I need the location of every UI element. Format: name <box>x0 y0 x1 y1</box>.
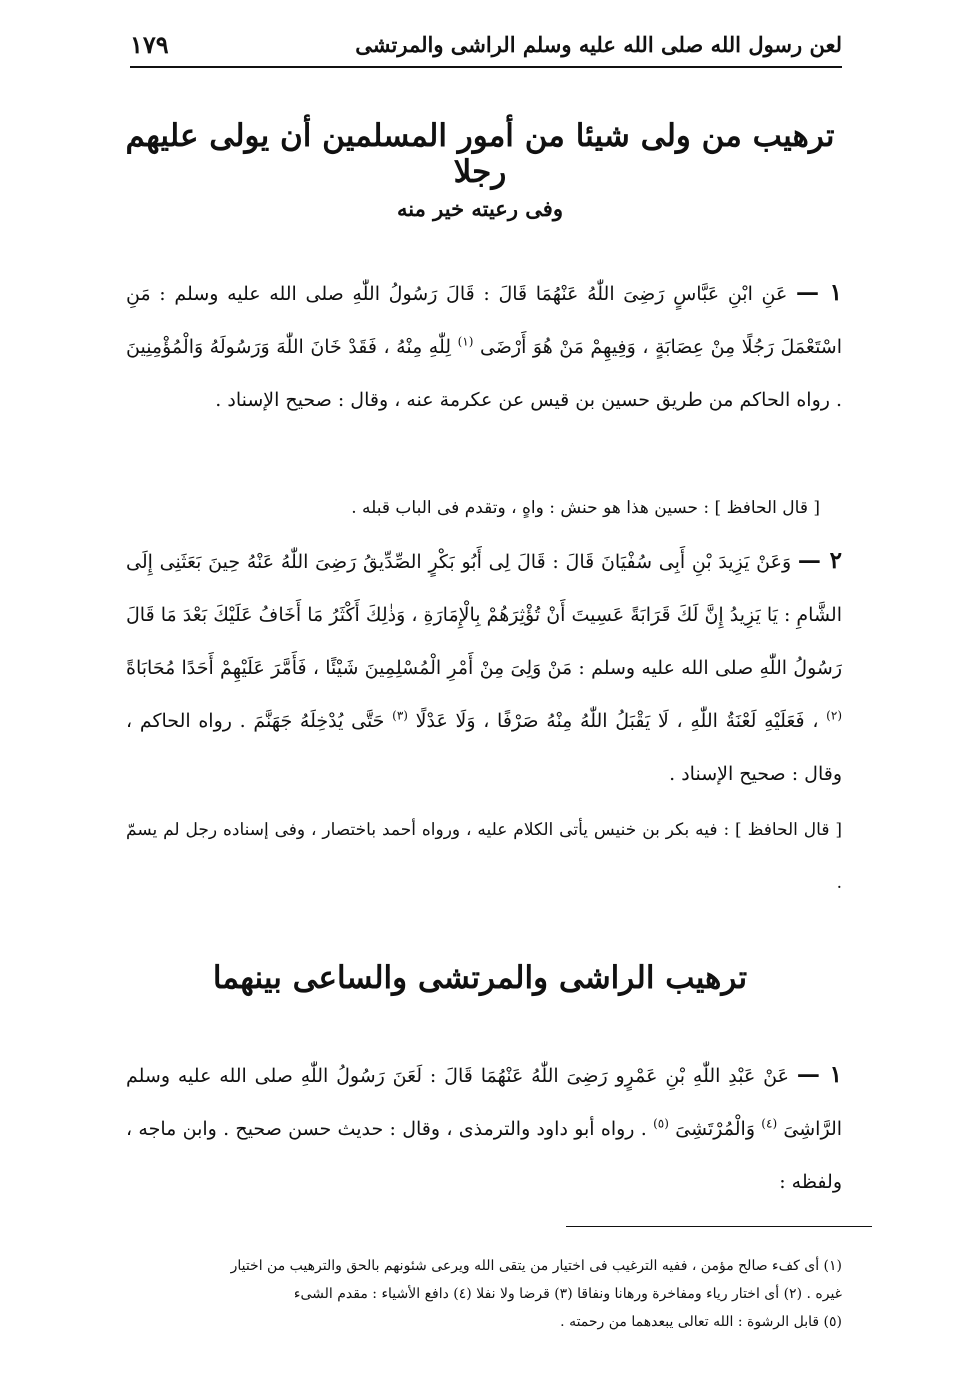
footnote-line: (٥) قابل الرشوة : الله تعالى يبعدهما من رحمته . <box>560 1314 842 1330</box>
section-title-1: ترهيب من ولى شيئا من أمور المسلمين أن يولى عليهم رجلا <box>125 118 835 190</box>
section-title-1-subline: وفى رعيته خير منه <box>397 196 563 221</box>
section-title-2: ترهيب الراشى والمرتشى والساعى بينهما <box>212 960 748 996</box>
footnote-ref: (٢) <box>826 708 842 723</box>
hafiz-note-1: [ قال الحافظ ] : حسين هذا هو حنش : واهٍ ، وتقدم فى الباب قبله . <box>351 498 820 518</box>
hadith-2 <box>126 534 842 804</box>
hadith-text-cont: لِلّٰهِ مِنْهُ ، فَقَدْ خَانَ اللّٰهَ وَرَسُولَهُ وَالْمُؤْمِنِينَ . رواه الحاكم من طريق حسين بن قيس عن عكرمة عنه ، وقال : صحيح الإسناد . <box>126 336 842 411</box>
running-header <box>130 24 842 64</box>
hadith-text: عَنِ ابْنِ عَبَّاسٍ رَضِىَ اللّٰهُ عَنْهُمَا قَالَ : قَالَ رَسُولُ اللّٰهِ صلى الله عليه وسلم : مَنِ اسْتَعْمَلَ رَجُلًا مِنْ عِصَابَةٍ ، وَفِيهِمْ مَنْ هُوَ أَرْضَى <box>126 283 842 358</box>
header-rule <box>130 66 842 68</box>
footnote-ref: (٥) <box>653 1116 669 1131</box>
footnote-ref: (٣) <box>392 708 408 723</box>
page-number: ١٧٩ <box>130 29 169 59</box>
footnote-rule <box>566 1226 872 1227</box>
hadith-text-cont: ، فَعَلَيْهِ لَعْنَةُ اللّٰهِ ، لَا يَقْبَلُ اللّٰهُ مِنْهُ صَرْفًا ، وَلَا عَدْلًا <box>415 710 819 732</box>
footnotes <box>126 1252 842 1336</box>
hadith-text-end: . رواه أبو داود والترمذى ، وقال : حديث حسن صحيح . وابن ماجه ، ولفظه : <box>126 1118 842 1193</box>
footnote-ref: (١) <box>457 334 474 349</box>
footnote-line: (١) أى كفء صالح مؤمن ، ففيه الترغيب فى اختيار من يتقى الله ويرعى شئونهم بالحق والترهيب من اختيار <box>230 1258 842 1274</box>
hadith-number: ٢ — <box>797 547 842 574</box>
hadith-text: وَعَنْ يَزِيدَ بْنِ أَبِى سُفْيَانَ قَالَ : قَالَ لِى أَبُو بَكْرٍ الصِّدِّيقُ رَضِىَ اللّٰهُ عَنْهُ حِينَ بَعَثَنِى إِلَى الشَّامِ : يَا يَزِيدُ إِنَّ لَكَ قَرَابَةً عَسِيتَ أَنْ تُؤْثِرَهُمْ بِالْإِمَارَةِ ، وَذٰلِكَ أَكْثَرُ مَا أَخَافُ عَلَيْكَ بَعْدَ مَا قَالَ رَسُولُ اللّٰهِ صلى الله عليه وسلم : مَنْ وَلِىَ مِنْ أَمْرِ الْمُسْلِمِينَ شَيْئًا ، فَأَمَّرَ عَلَيْهِمْ أَحَدًا مُحَابَاةً <box>126 551 842 679</box>
running-title: لعن رسول الله صلى الله عليه وسلم الراشى والمرتشى <box>355 31 842 57</box>
hafiz-note-2: [ قال الحافظ ] : فيه بكر بن خنيس يأتى الكلام عليه ، ورواه أحمد باختصار ، وفى إسناده رجل لم يسمّ . <box>126 820 842 893</box>
hadith-3 <box>126 1048 842 1210</box>
hadith-text-cont: وَالْمُرْتَشِىَ <box>675 1118 755 1140</box>
hadith-text: عَنْ عَبْدِ اللّٰهِ بْنِ عَمْرٍو رَضِىَ اللّٰهُ عَنْهُمَا قَالَ : لَعَنَ رَسُولُ اللّٰهِ صلى الله عليه وسلم الرَّاشِىَ <box>126 1065 842 1140</box>
hadith-number: ١ — <box>796 1061 842 1088</box>
hadith-number: ١ — <box>796 279 842 306</box>
footnote-ref: (٤) <box>761 1116 778 1131</box>
hadith-text-end: حَتَّى يُدْخِلَهُ جَهَنَّمَ . رواه الحاكم ، وقال : صحيح الإسناد . <box>126 710 842 785</box>
footnote-line: غيره . (٢) أى اختار رياء ومفاخرة ورهانا ونفاقا (٣) قرضا ولا نفلا (٤) دافع الأشياء : مقدم الشىء <box>293 1286 842 1302</box>
hadith-1 <box>126 266 842 482</box>
